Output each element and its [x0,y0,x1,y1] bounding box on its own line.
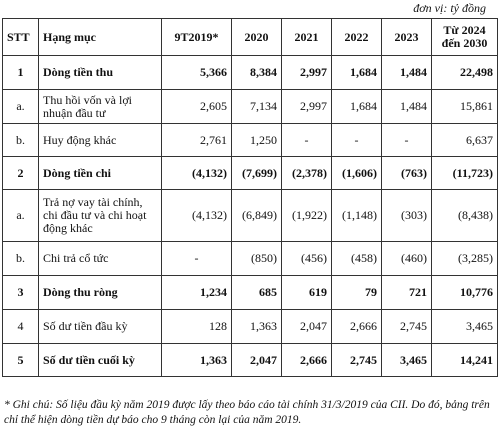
row-value: (1,922) [282,190,332,242]
table-row [3,90,498,124]
row-stt: b. [3,124,39,157]
table-row [3,242,498,276]
header-2022: 2022 [332,19,382,56]
footnote: * Ghi chú: Số liệu đầu kỳ năm 2019 được lấy theo báo cáo tài chính 31/3/2019 của CII. Do đó, bảng trên chỉ thể hiện dòng tiền dự báo cho 9 tháng còn lại của năm 2019. [4,399,490,426]
row-value: 1,484 [382,56,432,90]
row-value: 3,465 [432,310,498,344]
row-value: (4,132) [162,157,232,190]
table-row [3,310,498,344]
row-value: (7,699) [232,157,282,190]
row-value: (8,438) [432,190,498,242]
row-value: 2,666 [332,310,382,344]
row-value: 619 [282,276,332,310]
row-value: (11,723) [432,157,498,190]
row-category: Trả nợ vay tài chính, chi đầu tư và chi hoạt động khác [39,190,162,242]
row-stt: a. [3,190,39,242]
row-value: - [382,124,432,157]
row-stt: 2 [3,157,39,190]
row-value: 79 [332,276,382,310]
row-value: (2,378) [282,157,332,190]
row-stt: 1 [3,56,39,90]
row-value: (4,132) [162,190,232,242]
row-value: 2,047 [232,344,282,377]
row-value: 7,134 [232,90,282,124]
row-value: 2,997 [282,90,332,124]
header-2024-2030: Từ 2024 đến 2030 [432,19,498,56]
row-stt: 3 [3,276,39,310]
row-value: - [282,124,332,157]
row-value: (763) [382,157,432,190]
row-value: 2,997 [282,56,332,90]
row-value: 1,363 [232,310,282,344]
row-category: Chi trả cổ tức [39,242,162,276]
row-value: (3,285) [432,242,498,276]
header-9t2019: 9T2019* [162,19,232,56]
row-value: 2,761 [162,124,232,157]
row-value: 2,666 [282,344,332,377]
row-value: (456) [282,242,332,276]
row-value: 1,363 [162,344,232,377]
row-stt: a. [3,90,39,124]
row-value: 1,484 [382,90,432,124]
row-category: Số dư tiền đầu kỳ [39,310,162,344]
row-value: (303) [382,190,432,242]
row-value: 1,234 [162,276,232,310]
row-stt: 5 [3,344,39,377]
row-value: (850) [232,242,282,276]
row-value: 3,465 [382,344,432,377]
row-value: 6,637 [432,124,498,157]
row-value: (458) [332,242,382,276]
row-value: 721 [382,276,432,310]
row-value: (460) [382,242,432,276]
row-stt: b. [3,242,39,276]
row-value: 2,745 [332,344,382,377]
row-value: 8,384 [232,56,282,90]
row-category: Huy động khác [39,124,162,157]
row-value: 5,366 [162,56,232,90]
row-category: Thu hồi vốn và lợi nhuận đầu tư [39,90,162,124]
cash-flow-table [2,18,498,377]
row-category: Số dư tiền cuối kỳ [39,344,162,377]
table-row [3,190,498,242]
row-stt: 4 [3,310,39,344]
row-value: 1,684 [332,56,382,90]
header-2023: 2023 [382,19,432,56]
row-value: 2,745 [382,310,432,344]
table-row [3,344,498,377]
row-category: Dòng tiền thu [39,56,162,90]
table-row [3,56,498,90]
row-value: 15,861 [432,90,498,124]
unit-label: đơn vị: tỷ đồng [413,1,486,15]
row-value: 685 [232,276,282,310]
row-category: Dòng thu ròng [39,276,162,310]
row-value: 22,498 [432,56,498,90]
table-row [3,157,498,190]
row-value: 1,684 [332,90,382,124]
row-value: 14,241 [432,344,498,377]
row-value: - [162,242,232,276]
table-header-row [3,19,498,56]
row-category: Dòng tiền chi [39,157,162,190]
row-value: 2,047 [282,310,332,344]
row-value: (1,148) [332,190,382,242]
row-value: 2,605 [162,90,232,124]
header-category: Hạng mục [39,19,162,56]
row-value: 1,250 [232,124,282,157]
row-value: (1,606) [332,157,382,190]
header-stt: STT [3,19,39,56]
row-value: - [332,124,382,157]
table-row [3,124,498,157]
header-2021: 2021 [282,19,332,56]
row-value: 128 [162,310,232,344]
header-2020: 2020 [232,19,282,56]
row-value: (6,849) [232,190,282,242]
row-value: 10,776 [432,276,498,310]
table-row [3,276,498,310]
